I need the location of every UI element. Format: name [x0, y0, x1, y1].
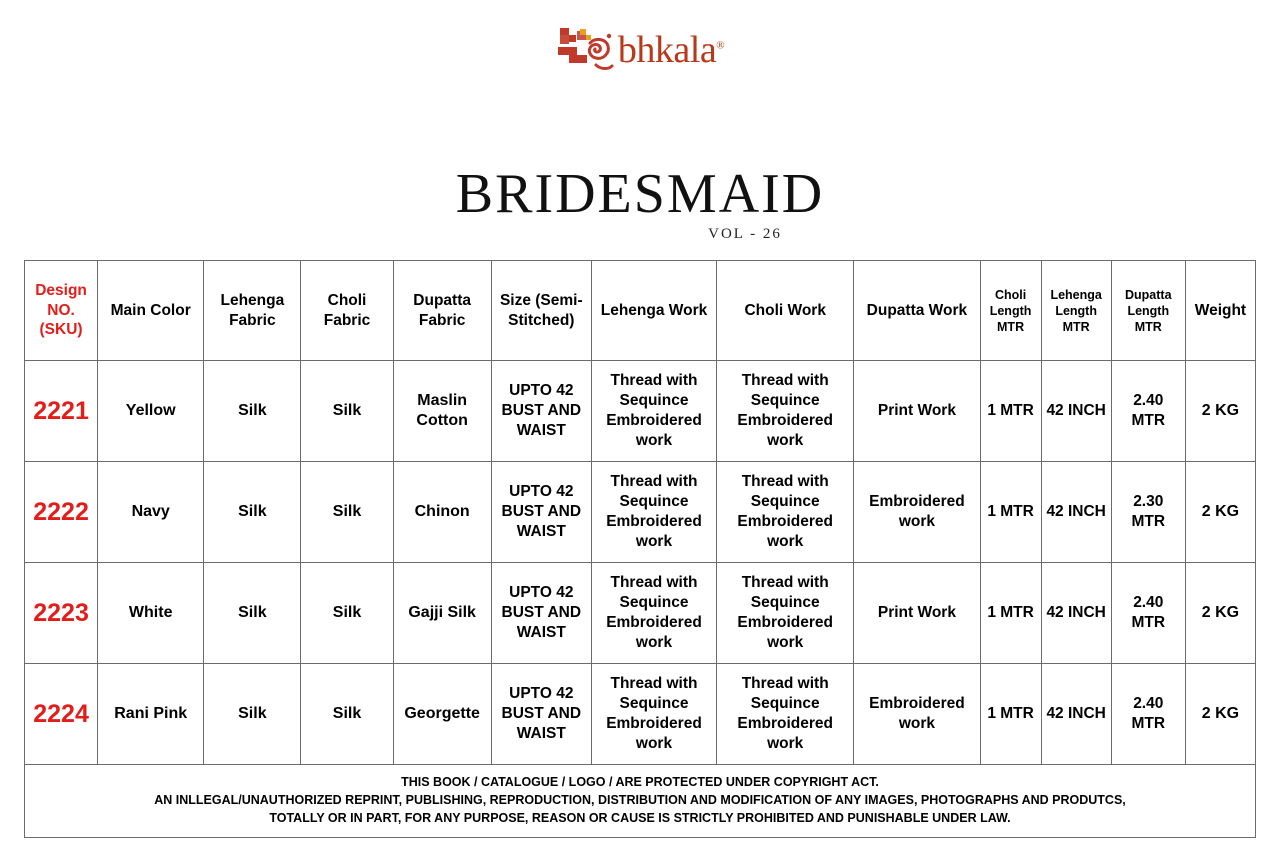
column-header-sku: Design NO. (SKU)	[25, 261, 98, 361]
cell-sku: 2224	[25, 664, 98, 765]
cell-dupatta-work: Print Work	[854, 361, 980, 462]
notice-line-1: THIS BOOK / CATALOGUE / LOGO / ARE PROTECTED UNDER COPYRIGHT ACT.	[401, 775, 879, 789]
cell-lehenga-length: 42 INCH	[1041, 361, 1111, 462]
cell-choli-work: Thread with Sequince Embroidered work	[717, 563, 854, 664]
cell-lehenga-fabric: Silk	[204, 361, 301, 462]
column-header-lehenga-length: Lehenga Length MTR	[1041, 261, 1111, 361]
brand-lockup	[556, 27, 724, 73]
cell-size: UPTO 42 BUST AND WAIST	[491, 664, 591, 765]
cell-main-color: Yellow	[98, 361, 204, 462]
column-header-choli-length: Choli Length MTR	[980, 261, 1041, 361]
title-block	[0, 163, 1280, 243]
cell-choli-fabric: Silk	[301, 462, 393, 563]
cell-main-color: Rani Pink	[98, 664, 204, 765]
cell-dupatta-fabric: Georgette	[393, 664, 491, 765]
cell-choli-length: 1 MTR	[980, 462, 1041, 563]
cell-weight: 2 KG	[1185, 664, 1255, 765]
cell-lehenga-length: 42 INCH	[1041, 462, 1111, 563]
cell-dupatta-length: 2.40 MTR	[1111, 664, 1185, 765]
column-header-size: Size (Semi-Stitched)	[491, 261, 591, 361]
column-header-choli-fabric: Choli Fabric	[301, 261, 393, 361]
brand-name	[618, 31, 724, 69]
cell-lehenga-work: Thread with Sequince Embroidered work	[591, 563, 716, 664]
cell-lehenga-fabric: Silk	[204, 664, 301, 765]
column-header-main-color: Main Color	[98, 261, 204, 361]
cell-weight: 2 KG	[1185, 361, 1255, 462]
cell-lehenga-length: 42 INCH	[1041, 563, 1111, 664]
cell-weight: 2 KG	[1185, 462, 1255, 563]
notice-line-2: AN INLLEGAL/UNAUTHORIZED REPRINT, PUBLISHING, REPRODUCTION, DISTRIBUTION AND MODIFICATION OF ANY IMAGES, PHOTOGRAPHS AND PRODUTCS,	[154, 793, 1126, 808]
cell-choli-fabric: Silk	[301, 563, 393, 664]
cell-main-color: Navy	[98, 462, 204, 563]
table-header-row	[25, 261, 1256, 361]
table-row	[25, 462, 1256, 563]
page-title: BRIDESMAID	[455, 163, 825, 225]
cell-sku: 2221	[25, 361, 98, 462]
cell-dupatta-length: 2.40 MTR	[1111, 361, 1185, 462]
page-subtitle: VOL - 26	[708, 226, 782, 242]
cell-main-color: White	[98, 563, 204, 664]
spec-table-wrapper	[24, 260, 1256, 765]
cell-lehenga-work: Thread with Sequince Embroidered work	[591, 664, 716, 765]
om-swastik-logo-icon	[556, 27, 614, 73]
cell-choli-work: Thread with Sequince Embroidered work	[717, 361, 854, 462]
cell-sku: 2223	[25, 563, 98, 664]
column-header-choli-work: Choli Work	[717, 261, 854, 361]
column-header-lehenga-work: Lehenga Work	[591, 261, 716, 361]
table-row	[25, 664, 1256, 765]
brand-name-text: bhkala	[617, 29, 717, 71]
cell-choli-fabric: Silk	[301, 664, 393, 765]
cell-dupatta-length: 2.40 MTR	[1111, 563, 1185, 664]
column-header-dupatta-length: Dupatta Length MTR	[1111, 261, 1185, 361]
cell-sku: 2222	[25, 462, 98, 563]
cell-dupatta-fabric: Maslin Cotton	[393, 361, 491, 462]
table-row	[25, 361, 1256, 462]
cell-lehenga-work: Thread with Sequince Embroidered work	[591, 361, 716, 462]
cell-choli-work: Thread with Sequince Embroidered work	[717, 462, 854, 563]
column-header-lehenga-fabric: Lehenga Fabric	[204, 261, 301, 361]
notice-line-3: TOTALLY OR IN PART, FOR ANY PURPOSE, REASON OR CAUSE IS STRICTLY PROHIBITED AND PUNISHABLE UNDER LAW.	[269, 811, 1011, 826]
cell-size: UPTO 42 BUST AND WAIST	[491, 462, 591, 563]
cell-dupatta-work: Print Work	[854, 563, 980, 664]
cell-size: UPTO 42 BUST AND WAIST	[491, 563, 591, 664]
column-header-dupatta-work: Dupatta Work	[854, 261, 980, 361]
brand-header	[0, 0, 1280, 78]
cell-choli-fabric: Silk	[301, 361, 393, 462]
cell-lehenga-fabric: Silk	[204, 462, 301, 563]
cell-size: UPTO 42 BUST AND WAIST	[491, 361, 591, 462]
cell-lehenga-length: 42 INCH	[1041, 664, 1111, 765]
copyright-notice	[24, 765, 1256, 838]
cell-dupatta-length: 2.30 MTR	[1111, 462, 1185, 563]
cell-lehenga-fabric: Silk	[204, 563, 301, 664]
cell-choli-length: 1 MTR	[980, 361, 1041, 462]
column-header-weight: Weight	[1185, 261, 1255, 361]
cell-choli-length: 1 MTR	[980, 664, 1041, 765]
cell-dupatta-fabric: Chinon	[393, 462, 491, 563]
cell-weight: 2 KG	[1185, 563, 1255, 664]
cell-lehenga-work: Thread with Sequince Embroidered work	[591, 462, 716, 563]
column-header-dupatta-fabric: Dupatta Fabric	[393, 261, 491, 361]
cell-dupatta-work: Embroidered work	[854, 664, 980, 765]
cell-dupatta-work: Embroidered work	[854, 462, 980, 563]
cell-choli-work: Thread with Sequince Embroidered work	[717, 664, 854, 765]
cell-choli-length: 1 MTR	[980, 563, 1041, 664]
brand-trademark: ®	[716, 39, 725, 52]
spec-table	[24, 260, 1256, 765]
table-row	[25, 563, 1256, 664]
cell-dupatta-fabric: Gajji Silk	[393, 563, 491, 664]
